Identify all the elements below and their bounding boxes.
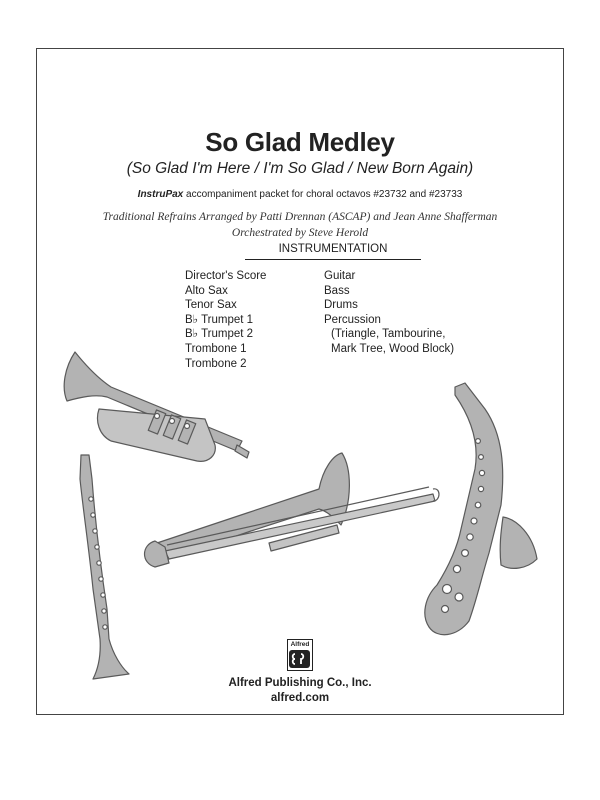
instrument-item: Bass [324,284,350,297]
trumpet-icon [64,352,249,461]
publisher-website[interactable]: alfred.com [270,692,330,704]
instrumentation-heading: INSTRUMENTATION [245,243,421,260]
instrument-item: Guitar [324,270,356,282]
instrument-item: Trombone 1 [185,342,247,355]
instrument-item: (Triangle, Tambourine, [331,328,446,341]
cover-frame [36,48,564,715]
instrument-item: Trombone 2 [185,357,247,370]
logo-mark-icon [288,649,311,669]
orchestrator-credit: Orchestrated by Steve Herold [231,227,369,239]
instrument-item: Mark Tree, Wood Block) [331,342,455,355]
trombone-icon [145,453,440,567]
instrument-item: Drums [324,299,358,312]
page-title: So Glad Medley [205,127,395,157]
packet-brand: InstruPax [137,189,184,200]
arranger-credit: Traditional Refrains Arranged by Patti Drennan (ASCAP) and Jean Anne Shafferman [102,211,498,223]
publisher-name: Alfred Publishing Co., Inc. [228,677,372,689]
instrument-item: Alto Sax [185,284,228,297]
instrument-item: B♭ Trumpet 1 [185,313,254,326]
saxophone-icon [425,383,537,635]
packet-text: accompaniment packet for choral octavos #23732 and #23733 [186,189,463,200]
clarinet-icon [80,455,129,679]
instrument-illustrations [37,49,563,714]
instrument-item: Director's Score [185,270,267,282]
instrument-item: B♭ Trumpet 2 [185,328,254,341]
publisher-logo [287,639,313,671]
instrument-item: Percussion [324,313,381,326]
logo-text: Alfred [290,641,310,648]
instrument-item: Tenor Sax [185,299,237,312]
page-subtitle: (So Glad I'm Here / I'm So Glad / New Born Again) [126,160,474,177]
